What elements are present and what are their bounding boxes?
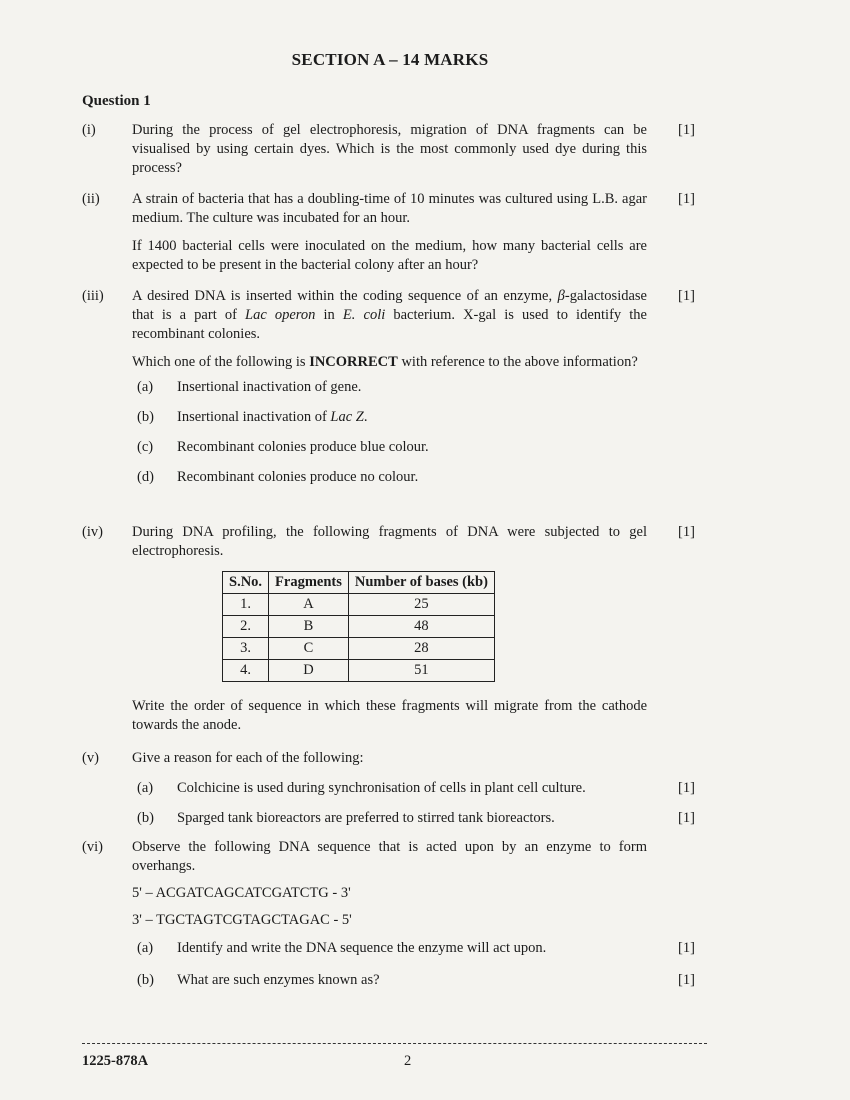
table-row: 2. B 48: [223, 616, 495, 638]
question-text: During DNA profiling, the following fragments of DNA were subjected to gel electrophoresis.: [132, 524, 647, 559]
sub-question-b: (b) Sparged tank bioreactors are preferred to stirred tank bioreactors. [1]: [137, 810, 695, 826]
page-number: 2: [404, 1053, 412, 1069]
marks-label: [1]: [678, 810, 695, 826]
option-b: (b) Insertional inactivation of Lac Z.: [137, 409, 368, 425]
marks-label: [1]: [678, 940, 695, 956]
table-row: 4. D 51: [223, 660, 495, 682]
question-number: (v): [82, 750, 99, 766]
question-text: A desired DNA is inserted within the coding sequence of an enzyme, β-galactosidase that is a part of Lac operon in E. coli bacterium. X-gal is used to identify the recombinant colonies.: [132, 288, 647, 342]
table-row: 1. A 25: [223, 594, 495, 616]
table-row: 3. C 28: [223, 638, 495, 660]
question-title: Question 1: [82, 93, 151, 109]
question-text: Which one of the following is INCORRECT with reference to the above information?: [132, 354, 638, 370]
table-header: S.No.: [223, 572, 269, 594]
sub-question-b: (b) What are such enzymes known as? [1]: [137, 972, 695, 988]
table-header-row: [223, 572, 495, 594]
question-number: (iv): [82, 524, 103, 540]
table-header: Fragments: [269, 572, 349, 594]
question-text: Give a reason for each of the following:: [132, 750, 364, 766]
dna-sequence-5-3: 5' – ACGATCAGCATCGATCTG - 3': [132, 885, 351, 901]
question-text: During the process of gel electrophoresis, migration of DNA fragments can be visualised by using certain dyes. Which is the most commonly used dye during this process?: [132, 122, 647, 176]
beta-symbol: β: [557, 288, 565, 304]
question-number: (ii): [82, 191, 100, 207]
paper-code: 1225-878A: [82, 1053, 149, 1069]
question-text: Write the order of sequence in which these fragments will migrate from the cathode towards the anode.: [132, 698, 647, 733]
option-d: (d) Recombinant colonies produce no colour.: [137, 469, 419, 485]
section-title: SECTION A – 14 MARKS: [291, 50, 489, 69]
marks-label: [1]: [678, 191, 695, 207]
option-c: (c) Recombinant colonies produce blue colour.: [137, 439, 429, 455]
question-text: Observe the following DNA sequence that is acted upon by an enzyme to form overhangs.: [132, 839, 647, 874]
marks-label: [1]: [678, 122, 695, 138]
question-number: (iii): [82, 288, 104, 304]
marks-label: [1]: [678, 972, 695, 988]
marks-label: [1]: [678, 288, 695, 304]
sub-question-a: (a) Colchicine is used during synchronisation of cells in plant cell culture. [1]: [137, 780, 695, 796]
question-number: (vi): [82, 839, 103, 855]
sub-question-a: (a) Identify and write the DNA sequence the enzyme will act upon. [1]: [137, 940, 695, 956]
question-text: If 1400 bacterial cells were inoculated on the medium, how many bacterial cells are expected to be present in the bacterial colony after an hour?: [132, 238, 647, 273]
fragments-table: [222, 571, 495, 682]
footer-divider: [82, 1043, 707, 1044]
marks-label: [1]: [678, 780, 695, 796]
question-text: A strain of bacteria that has a doubling-time of 10 minutes was cultured using L.B. agar medium. The culture was incubated for an hour.: [132, 191, 647, 226]
question-number: (i): [82, 122, 96, 138]
option-a: (a) Insertional inactivation of gene.: [137, 379, 362, 395]
table-header: Number of bases (kb): [348, 572, 494, 594]
dna-sequence-3-5: 3' – TGCTAGTCGTAGCTAGAC - 5': [132, 912, 352, 928]
marks-label: [1]: [678, 524, 695, 540]
